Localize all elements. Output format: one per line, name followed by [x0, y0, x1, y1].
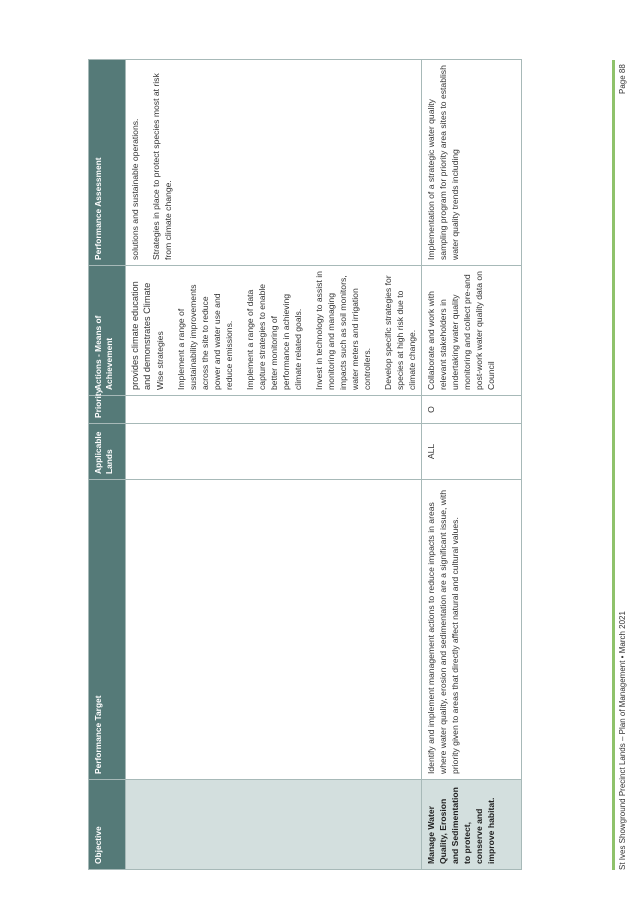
page-number: Page 88	[618, 64, 627, 94]
footer-divider	[612, 60, 615, 870]
action-text: Wise strategies	[155, 331, 165, 390]
action-text: Develop specific strategies for species at high risk due to climate change.	[383, 275, 417, 390]
objective-cell: Manage Water Quality, Erosion and Sedimentation to protect, conserve and improve habitat.	[422, 780, 522, 870]
priority-cell	[126, 396, 422, 424]
actions-cell	[126, 266, 422, 396]
footer-document-title: St Ives Showground Precinct Lands – Plan of Management • March 2021	[618, 611, 627, 870]
target-cell: Identify and implement management actions to reduce impacts in areas where water quality, erosion and sedimentation are a significant issue, with priority given to areas that directly affect natural and cultural values.	[422, 480, 522, 780]
actions-cell	[422, 266, 522, 396]
action-text: Collaborate and work with relevant stakeholders in undertaking water quality monitoring and collect pre-and post-work water quality data on Council	[426, 271, 496, 390]
action-text: provides climate education and demonstrates Climate	[130, 281, 152, 390]
assessment-cell	[126, 60, 422, 266]
action-text: Invest in technology to assist in monitoring and managing impacts such as soil monitors, water meters and irrigation controllers.	[314, 271, 372, 390]
assessment-text: Implementation of a strategic water quality sampling program for priority area sites to establish water quality trends including	[426, 65, 460, 260]
lands-cell	[126, 424, 422, 480]
header-objective: Objective	[89, 780, 126, 870]
lands-cell: ALL	[422, 424, 522, 480]
assessment-text: Strategies in place to protect species most at risk from climate change.	[151, 73, 173, 260]
action-text: Implement a range of data capture strategies to enable better monitoring of performance in achieving climate related goals.	[245, 283, 303, 390]
header-priority: Priority	[89, 396, 126, 424]
header-applicable-lands: Applicable Lands	[89, 424, 126, 480]
priority-cell: O	[422, 396, 522, 424]
table-row	[126, 60, 422, 870]
target-cell	[126, 480, 422, 780]
header-actions: Actions - Means of Achievement	[89, 266, 126, 396]
table-row	[422, 60, 522, 870]
header-performance-assessment: Performance Assessment	[89, 60, 126, 266]
management-table	[88, 59, 522, 870]
objective-cell	[126, 780, 422, 870]
assessment-cell	[422, 60, 522, 266]
assessment-text: solutions and sustainable operations.	[130, 118, 140, 260]
action-text: Implement a range of sustainability improvements across the site to reduce power and water use and reduce emissions.	[176, 284, 234, 390]
table-header-row	[89, 60, 126, 870]
header-performance-target: Performance Target	[89, 480, 126, 780]
